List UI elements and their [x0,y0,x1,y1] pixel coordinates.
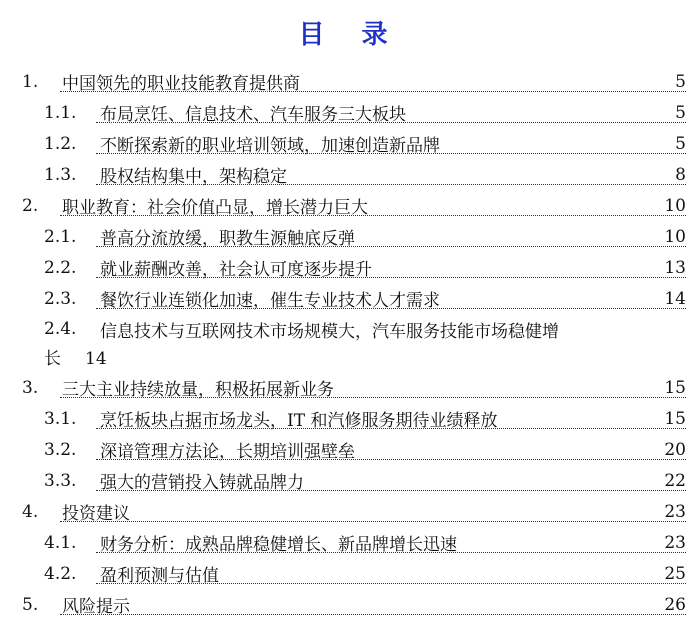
toc-entry-page: 14 [85,349,107,369]
toc-entry-page: 10 [664,226,686,247]
toc-entry-2-4[interactable] [0,314,700,372]
toc-entry-page: 22 [664,470,686,491]
table-of-contents [0,66,700,620]
toc-entry-number: 1. [22,71,39,92]
toc-entry-page: 10 [664,195,686,216]
toc-entry-page: 25 [664,563,686,584]
toc-entry-1-2[interactable] [0,128,700,159]
toc-entry-2[interactable] [0,190,700,221]
toc-entry-3[interactable] [0,372,700,403]
toc-entry-2-1[interactable] [0,221,700,252]
toc-entry-page: 23 [664,532,686,553]
toc-entry-page: 14 [664,288,686,309]
toc-entry-number: 3.1. [44,408,77,429]
toc-entry-title: 强大的营销投入铸就品牌力 [100,473,304,493]
toc-entry-page: 8 [675,164,686,185]
toc-entry-4[interactable] [0,496,700,527]
toc-entry-number: 4. [22,501,39,522]
toc-leader-line [60,521,686,522]
toc-entry-page: 20 [664,439,686,460]
toc-entry-1[interactable] [0,66,700,97]
toc-entry-3-1[interactable] [0,403,700,434]
toc-entry-title: 餐饮行业连锁化加速，催生专业技术人才需求 [100,291,440,311]
toc-entry-title: 中国领先的职业技能教育提供商 [62,74,300,94]
toc-entry-4-1[interactable] [0,527,700,558]
toc-entry-1-1[interactable] [0,97,700,128]
toc-entry-number: 2.1. [44,226,77,247]
toc-entry-page: 26 [664,594,686,615]
toc-entry-title: 布局烹饪、信息技术、汽车服务三大板块 [100,105,406,125]
toc-entry-2-3[interactable] [0,283,700,314]
toc-entry-title: 三大主业持续放量，积极拓展新业务 [62,380,334,400]
toc-entry-page: 23 [664,501,686,522]
toc-entry-title: 信息技术与互联网技术市场规模大，汽车服务技能市场稳健增 [100,322,559,342]
toc-entry-number: 3.3. [44,470,77,491]
toc-entry-page: 5 [675,133,686,154]
toc-leader-line [60,614,686,615]
toc-entry-title: 深谙管理方法论，长期培训强壁垒 [100,442,355,462]
toc-entry-title: 不断探索新的职业培训领域，加速创造新品牌 [100,136,440,156]
toc-entry-number: 3.2. [44,439,77,460]
toc-entry-title: 普高分流放缓，职教生源触底反弹 [100,229,355,249]
toc-entry-5[interactable] [0,589,700,620]
toc-entry-page: 5 [675,102,686,123]
toc-entry-number: 2.2. [44,257,77,278]
toc-entry-number: 2.4. [44,319,77,339]
toc-entry-title: 就业薪酬改善，社会认可度逐步提升 [100,260,372,280]
toc-entry-number: 2. [22,195,39,216]
toc-entry-4-2[interactable] [0,558,700,589]
toc-entry-title: 股权结构集中，架构稳定 [100,167,287,187]
toc-entry-title-continuation [44,346,624,373]
toc-entry-3-3[interactable] [0,465,700,496]
toc-entry-page: 15 [664,377,686,398]
toc-entry-3-2[interactable] [0,434,700,465]
toc-entry-title: 投资建议 [62,504,130,524]
toc-title: 目 录 [298,20,402,50]
toc-entry-number: 3. [22,377,39,398]
toc-entry-number: 2.3. [44,288,77,309]
toc-entry-page: 5 [675,71,686,92]
toc-entry-number: 5. [22,594,39,615]
toc-entry-title-cont-text: 长 [44,349,61,369]
toc-entry-title: 职业教育：社会价值凸显，增长潜力巨大 [62,198,368,218]
toc-entry-number: 1.3. [44,164,77,185]
toc-entry-page: 15 [664,408,686,429]
toc-entry-page: 13 [664,257,686,278]
toc-entry-number: 1.1. [44,102,77,123]
toc-entry-title: 烹饪板块占据市场龙头，IT 和汽修服务期待业绩释放 [100,411,498,431]
toc-entry-2-2[interactable] [0,252,700,283]
toc-entry-1-3[interactable] [0,159,700,190]
toc-entry-number: 4.1. [44,532,77,553]
toc-entry-title: 财务分析：成熟品牌稳健增长、新品牌增长迅速 [100,535,457,555]
toc-entry-number: 1.2. [44,133,77,154]
toc-entry-title: 盈利预测与估值 [100,566,219,586]
toc-entry-number: 4.2. [44,563,77,584]
toc-entry-title: 风险提示 [62,597,130,617]
